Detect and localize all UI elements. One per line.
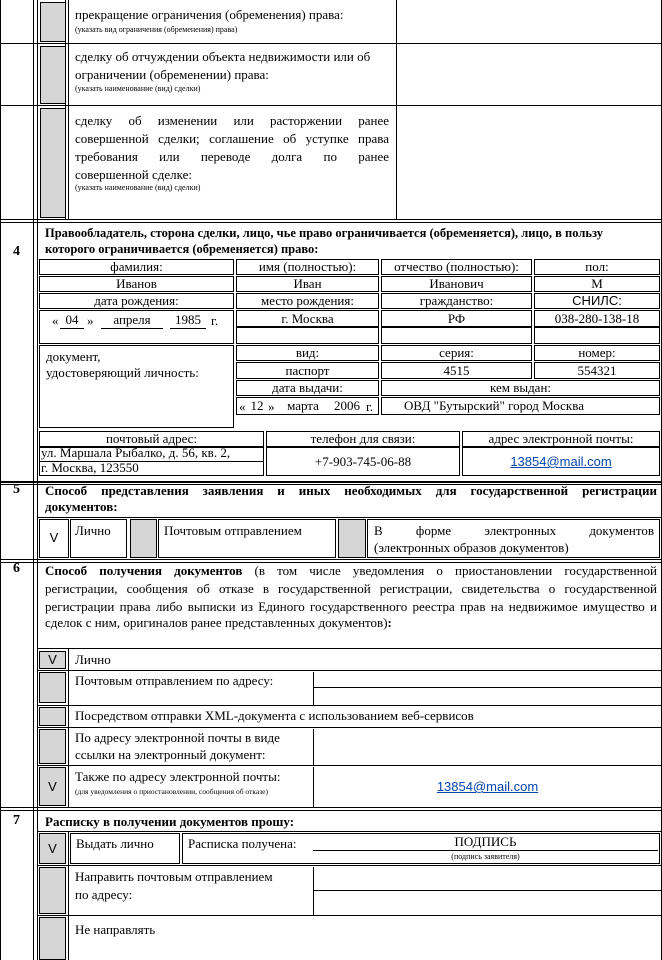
email-label: адрес электронной почты: [488,431,634,446]
birth-month-field[interactable]: апреля [101,312,163,329]
alienation-label-1: сделку об отчуждении объекта недвижимости или об [75,49,371,64]
receive-in-person-label: Лично [75,652,111,667]
series-label: серия: [439,345,474,360]
doc-number-label: номер: [578,345,616,360]
patronymic-field[interactable]: Иванович [429,276,484,291]
name-label: имя (полностью): [258,259,357,274]
name-field[interactable]: Иван [293,276,322,291]
section-6-title-1 [45,562,657,580]
email-link[interactable]: 13854@mail.com [510,454,612,469]
also-email-label: Также по адресу электронной почты: [75,769,281,784]
phone-field[interactable]: +7-903-745-06-88 [314,454,412,469]
birth-day-quote-open: « [52,313,59,328]
checkbox-receive-xml[interactable] [39,707,66,726]
deal-change-note: (указать наименование (вид) сделки) [75,183,201,192]
checkbox-receive-email-link[interactable] [39,729,66,764]
checkmark-receive-in-person[interactable]: V [48,652,57,667]
section-4-number: 4 [13,244,20,259]
also-email-note: (для уведомления о приостановлении, сообщения об отказе) [75,787,269,796]
option-electronic-2: (электронных образов документов) [374,540,569,555]
issue-day-field[interactable]: 12 [247,398,267,415]
issue-date-label: дата выдачи: [272,380,343,395]
postal-address-line-1[interactable]: ул. Маршала Рыбалко, д. 56, кв. 2, [41,445,231,460]
deal-change-label-3: требования или переводе долга по ранее [75,149,389,164]
id-document-label-1: документ, [46,349,101,364]
checkbox-electronic[interactable] [338,519,366,558]
section-4-title-2: которого ограничивается (обременяется) право: [45,242,319,256]
deal-change-label-2: совершенной сделки; соглашение об уступке права [75,131,389,146]
birth-day-quote-close: » [87,313,94,328]
alienation-note: (указать наименование (вид) сделки) [75,84,201,93]
receipt-by-post-label-1: Направить почтовым отправлением [75,869,273,884]
citizenship-label: гражданство: [419,293,494,308]
option-in-person: Лично [75,523,111,538]
alienation-label-2: ограничении (обременении) права: [75,67,269,82]
checkmark-also-email[interactable]: V [48,779,57,794]
birthplace-label: место рождения: [261,293,354,308]
option-electronic-1: В форме электронных документов [374,523,654,538]
receive-email-link-label-1: По адресу электронной почты в виде [75,730,280,745]
checkbox-deal-change[interactable] [40,108,66,218]
birth-year-suffix: г. [211,313,219,328]
deal-change-label-4: совершенной сделке: [75,167,193,182]
doc-type-field[interactable]: паспорт [285,363,330,378]
section-5-title-1: Способ представления заявления и иных необходимых для государственной регистрации [45,483,657,498]
signature-note: (подпись заявителя) [451,852,520,861]
checkbox-by-post[interactable] [130,519,157,558]
section-6-title-4-text: сделок с ним, оригиналов ранее представленных документов) [45,615,388,630]
deal-change-label-1: сделку об изменении или расторжении ранее [75,113,389,128]
issue-year-suffix: г. [366,399,374,414]
checkbox-do-not-send[interactable] [39,917,66,960]
section-6-title-rest: (в том числе уведомления о приостановлении государственной [254,563,657,578]
checkbox-termination[interactable] [40,2,66,42]
checkmark-receipt-in-person[interactable]: V [48,841,57,856]
section-6-title-bold: Способ получения документов [45,563,243,578]
section-6-title-2: регистрации, сообщения об отказе в государственной регистрации, свидетельства о государственной [45,581,657,596]
section-6-title-colon: : [387,615,392,630]
section-4-title-1: Правообладатель, сторона сделки, лицо, чье право ограничивается (обременяется), лицо, в пользу [45,226,603,240]
checkbox-alienation-deal[interactable] [40,46,66,104]
postal-address-line-2[interactable]: г. Москва, 123550 [41,460,139,475]
also-email-link[interactable]: 13854@mail.com [436,779,539,794]
section-7-number: 7 [13,813,20,828]
receipt-in-person-label: Выдать лично [76,836,154,851]
birth-day-field[interactable]: 04 [60,312,84,329]
patronymic-label: отчество (полностью): [394,259,519,274]
termination-label: прекращение ограничения (обременения) права: [75,7,344,22]
issued-by-field[interactable]: ОВД "Бутырский" город Москва [404,398,584,413]
sex-field[interactable]: М [591,276,603,291]
do-not-send-label: Не направлять [75,922,156,937]
issue-month-field[interactable]: марта [280,398,326,415]
section-7-title: Расписку в получении документов прошу: [45,814,295,829]
birthplace-field[interactable]: г. Москва [281,311,334,326]
checkbox-receive-by-post[interactable] [39,672,66,703]
snils-field[interactable]: 038-280-138-18 [554,311,640,326]
option-by-post: Почтовым отправлением [164,523,302,538]
receipt-received-label: Расписка получена: [188,836,297,851]
checkbox-receipt-by-post[interactable] [39,867,66,914]
section-5-number: 5 [13,482,20,497]
receive-email-link-label-2: ссылки на электронный документ: [75,747,266,762]
receive-xml-label: Посредством отправки XML-документа с использованием веб-сервисов [75,708,474,723]
issue-year-field[interactable]: 2006 [331,398,363,415]
snils-label: СНИЛС: [572,293,622,308]
issue-day-quote-close: » [268,399,275,414]
receipt-by-post-label-2: по адресу: [75,887,133,902]
surname-label: фамилия: [110,259,163,274]
birth-year-field[interactable]: 1985 [170,312,206,329]
section-6-title-3: регистрации права либо выписки из Единого государственного реестра прав на недвижимое имущество и [45,599,657,614]
checkmark-in-person[interactable]: V [49,530,59,545]
section-6-number: 6 [13,561,20,576]
series-field[interactable]: 4515 [443,363,470,378]
phone-label: телефон для связи: [310,431,416,446]
sex-label: пол: [585,259,609,274]
citizenship-field[interactable]: РФ [447,311,466,326]
section-5-title-2: документов: [45,499,118,514]
applicant-signature[interactable]: ПОДПИСЬ [313,834,658,851]
section-6-title-4 [45,614,392,632]
termination-note: (указать вид ограничения (обременения) права) [75,25,238,34]
postal-address-label: почтовый адрес: [105,431,198,446]
id-document-label-2: удостоверяющий личность: [46,365,199,380]
surname-field[interactable]: Иванов [116,276,157,291]
birthdate-label: дата рождения: [94,293,179,308]
doc-number-field[interactable]: 554321 [577,363,617,378]
issue-day-quote-open: « [239,399,246,414]
doc-type-label: вид: [295,345,320,360]
issued-by-label: кем выдан: [489,380,552,395]
receive-by-post-label: Почтовым отправлением по адресу: [75,673,274,688]
